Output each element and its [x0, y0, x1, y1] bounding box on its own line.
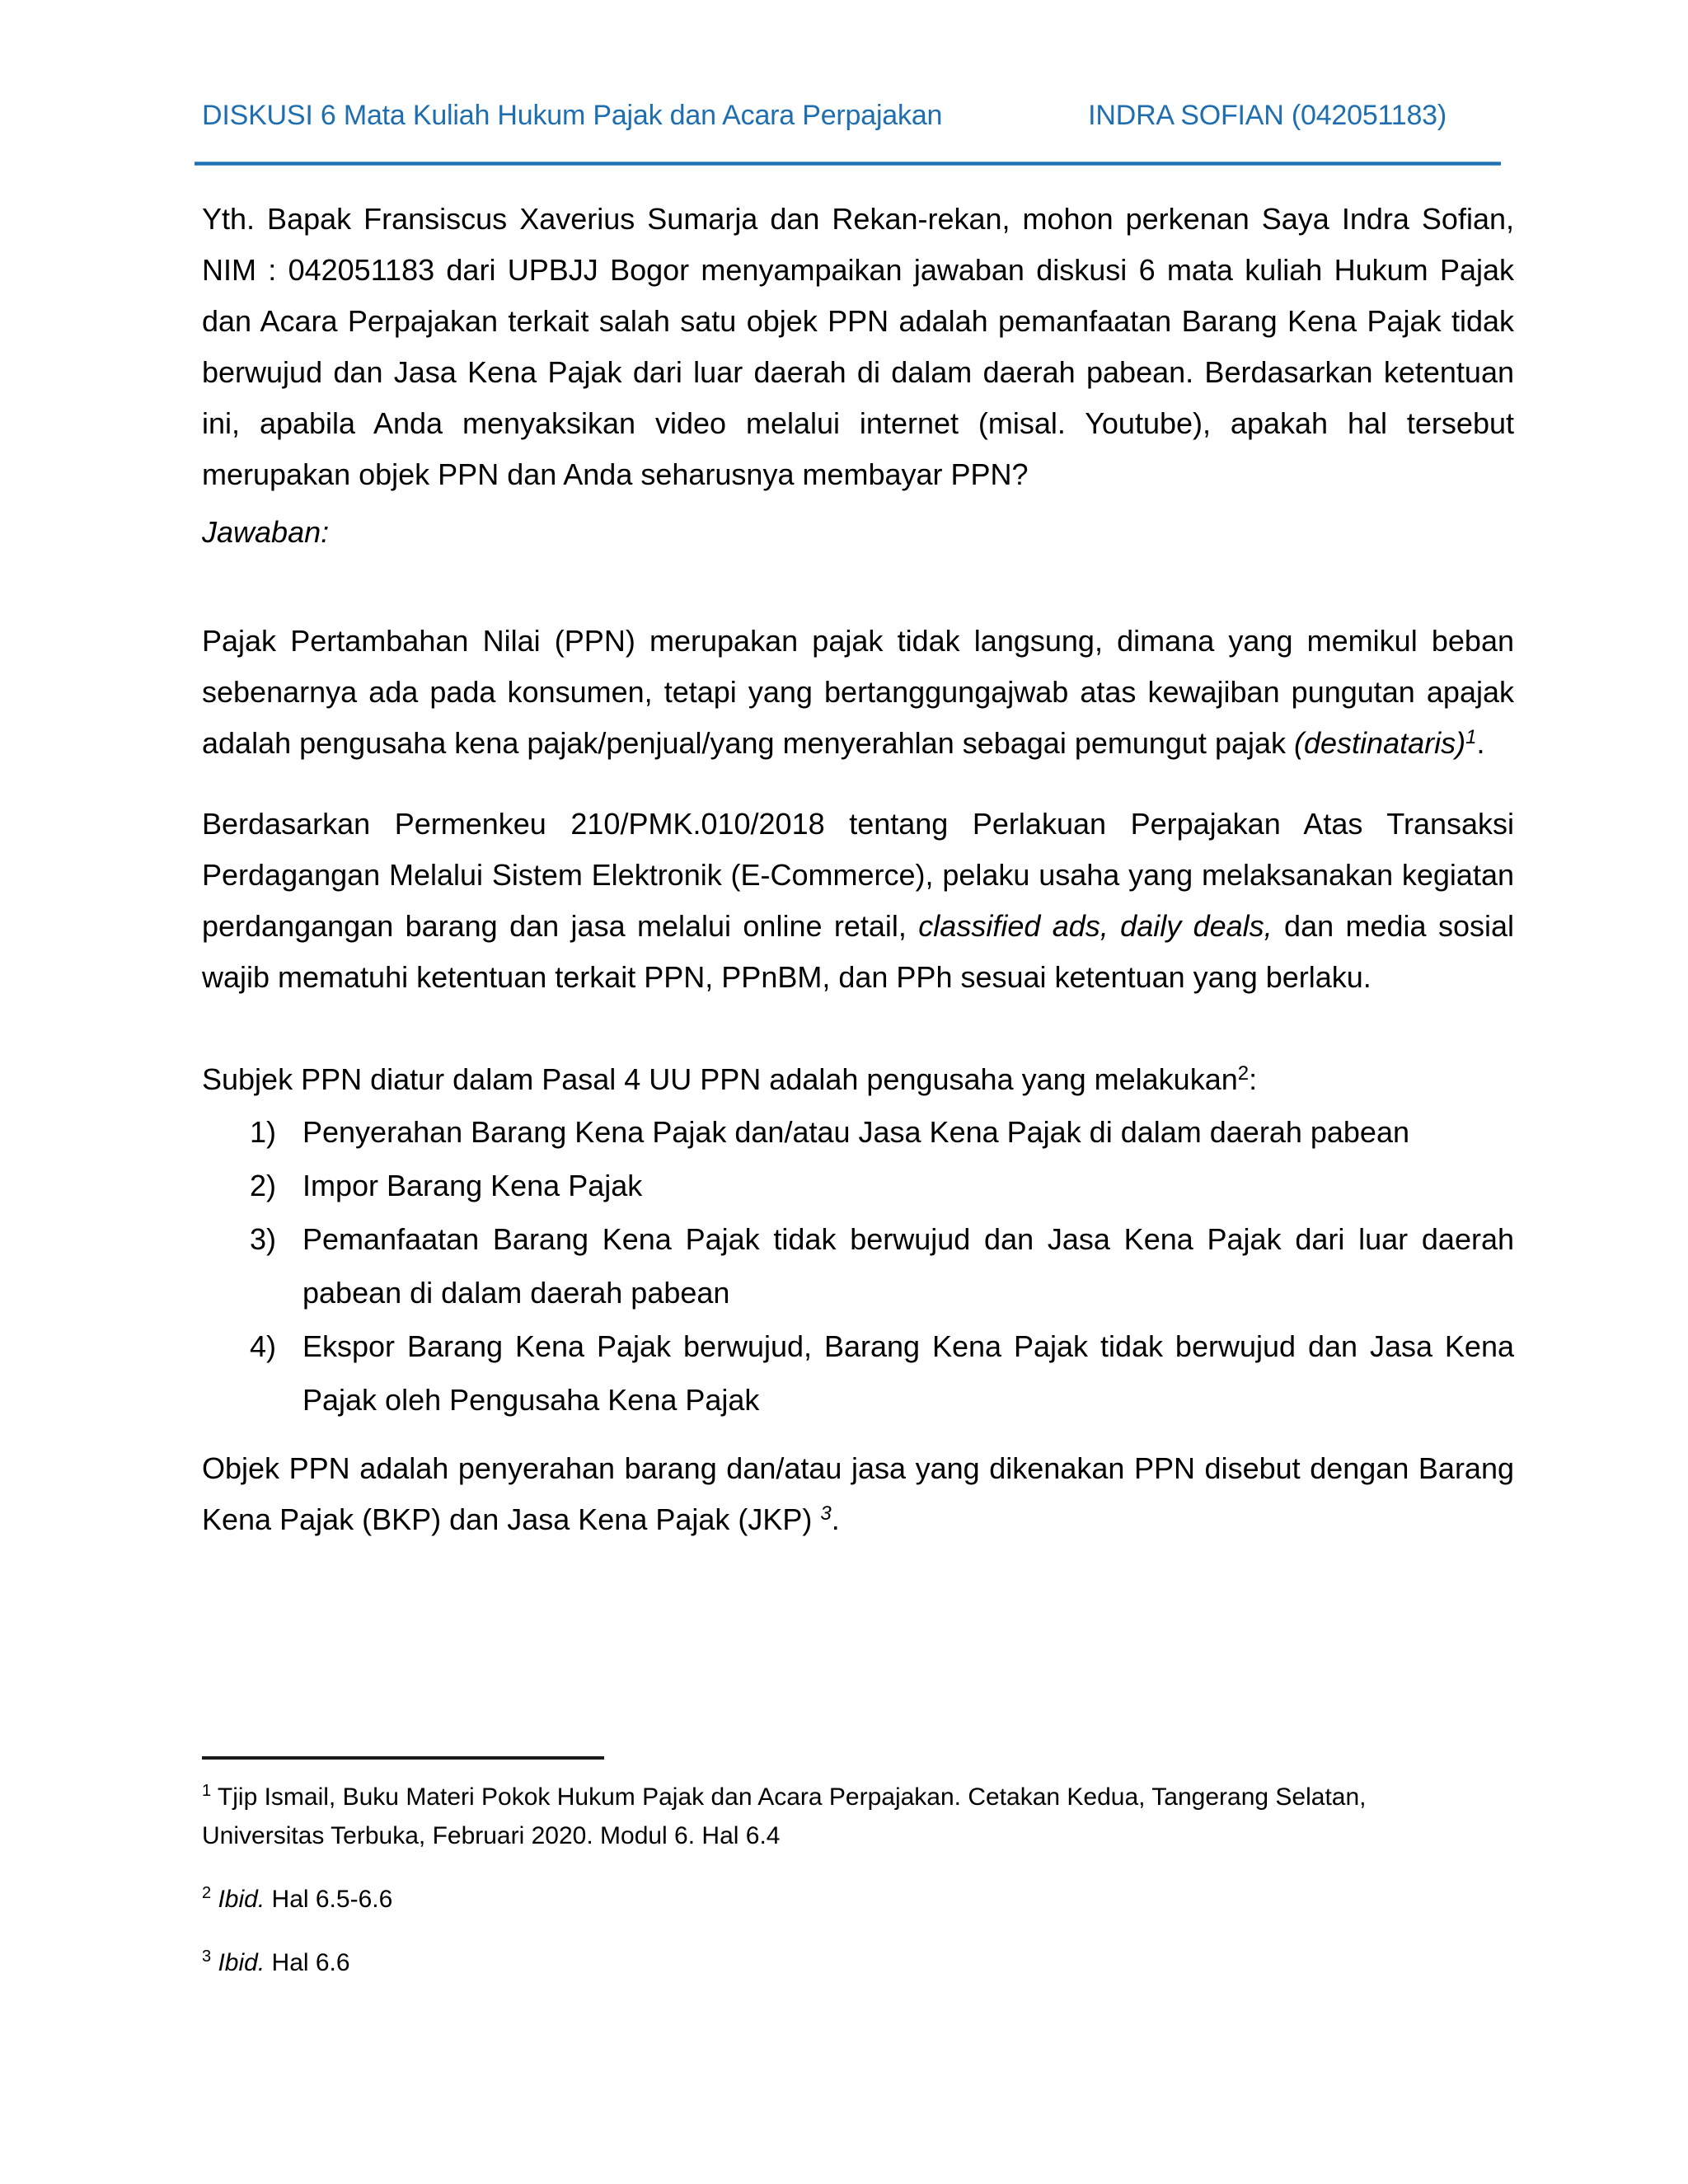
- list-item-text: Pemanfaatan Barang Kena Pajak tidak berwujud dan Jasa Kena Pajak dari luar daerah pabean di dalam daerah pabean: [302, 1222, 1514, 1310]
- list-item-number: 2): [250, 1169, 277, 1202]
- footnote-2-ibid: Ibid.: [218, 1886, 265, 1913]
- header-course-title: DISKUSI 6 Mata Kuliah Hukum Pajak dan Acara Perpajakan: [202, 100, 943, 131]
- permenkeu-paragraph: [202, 799, 1514, 1003]
- footnote-2-marker: 2: [202, 1884, 212, 1902]
- question-paragraph: Yth. Bapak Fransiscus Xaverius Sumarja dan Rekan-rekan, mohon perkenan Saya Indra Sofian, NIM : 042051183 dari UPBJJ Bogor menyampaikan jawaban diskusi 6 mata kuliah Hukum Pajak dan Acara Perpajakan terkait salah satu objek PPN adalah pemanfaatan Barang Kena Pajak tidak berwujud dan Jasa Kena Pajak dari luar daerah di dalam daerah pabean. Berdasarkan ketentuan ini, apabila Anda menyaksikan video melalui internet (misal. Youtube), apakah hal tersebut merupakan objek PPN dan Anda seharusnya membayar PPN?: [202, 202, 1514, 491]
- p3-italic-terms: classified ads, daily deals,: [918, 909, 1273, 943]
- list-item-number: 4): [250, 1329, 277, 1363]
- footnote-2: [202, 1880, 1438, 1919]
- footnote-ref-1: 1: [1465, 726, 1477, 748]
- footnote-ref-3: 3: [820, 1502, 832, 1525]
- list-item: [202, 1212, 1514, 1319]
- p2-text: Pajak Pertambahan Nilai (PPN) merupakan pajak tidak langsung, dimana yang memikul beban sebenarnya ada pada konsumen, tetapi yang bertanggungajwab atas kewajiban pungutan apajak adalah pengusaha kena pajak/penjual/yang menyerahlan sebagai pemungut pajak: [202, 624, 1514, 760]
- answer-label: Jawaban:: [202, 515, 330, 549]
- subjek-colon: :: [1249, 1062, 1258, 1096]
- footnotes-section: [202, 1756, 1514, 1982]
- objek-ppn-paragraph: [202, 1443, 1514, 1545]
- list-item: [202, 1319, 1514, 1427]
- footnote-1-marker: 1: [202, 1782, 212, 1800]
- document-body: [202, 194, 1514, 1545]
- objek-period: .: [831, 1502, 840, 1536]
- footnote-1-text: Tjip Ismail, Buku Materi Pokok Hukum Pajak dan Acara Perpajakan. Cetakan Kedua, Tangerang Selatan, Universitas Terbuka, Februari 2020. Modul 6. Hal 6.4: [202, 1783, 1367, 1849]
- p3-text-start: Berdasarkan Permenkeu 210/PMK.010/2018 tentang Perlakuan Perpajakan Atas Transaksi Perdagangan Melalui Sistem Elektronik (E-Commerce), pelaku usaha yang melaksanakan kegiatan perdangangan barang dan jasa melalui online retail,: [202, 807, 1514, 943]
- ppn-definition-paragraph: [202, 616, 1514, 769]
- p2-italic-term: (destinataris): [1294, 726, 1466, 760]
- list-item-number: 3): [250, 1222, 277, 1256]
- footnote-3-marker: 3: [202, 1947, 212, 1966]
- list-item-text: Penyerahan Barang Kena Pajak dan/atau Jasa Kena Pajak di dalam daerah pabean: [302, 1115, 1409, 1149]
- list-item-text: Ekspor Barang Kena Pajak berwujud, Barang Kena Pajak tidak berwujud dan Jasa Kena Pajak oleh Pengusaha Kena Pajak: [302, 1329, 1514, 1417]
- p3-text-end: dan media sosial wajib mematuhi ketentuan terkait PPN, PPnBM, dan PPh sesuai ketentuan yang berlaku.: [202, 909, 1514, 994]
- subjek-ppn-lead-line: [202, 1054, 1514, 1105]
- page-header: [202, 96, 1514, 135]
- footnote-ref-2: 2: [1237, 1062, 1250, 1085]
- p2-period: .: [1476, 726, 1485, 760]
- footnote-3: [202, 1943, 1438, 1982]
- footnote-separator-line: [202, 1756, 604, 1760]
- subjek-ppn-list: [202, 1105, 1514, 1427]
- subjek-text: Subjek PPN diatur dalam Pasal 4 UU PPN adalah pengusaha yang melakukan: [202, 1062, 1238, 1096]
- footnote-2-text: Hal 6.5-6.6: [265, 1886, 393, 1913]
- footnote-1: [202, 1778, 1438, 1855]
- list-item: [202, 1105, 1514, 1159]
- list-item: [202, 1159, 1514, 1212]
- objek-text: Objek PPN adalah penyerahan barang dan/atau jasa yang dikenakan PPN disebut dengan Barang Kena Pajak (BKP) dan Jasa Kena Pajak (JKP): [202, 1451, 1514, 1536]
- header-divider-line: [195, 162, 1501, 166]
- list-item-number: 1): [250, 1115, 277, 1149]
- footnote-3-text: Hal 6.6: [265, 1949, 350, 1976]
- list-item-text: Impor Barang Kena Pajak: [302, 1169, 643, 1202]
- footnote-3-ibid: Ibid.: [218, 1949, 265, 1976]
- header-author-name: INDRA SOFIAN (042051183): [1088, 100, 1447, 131]
